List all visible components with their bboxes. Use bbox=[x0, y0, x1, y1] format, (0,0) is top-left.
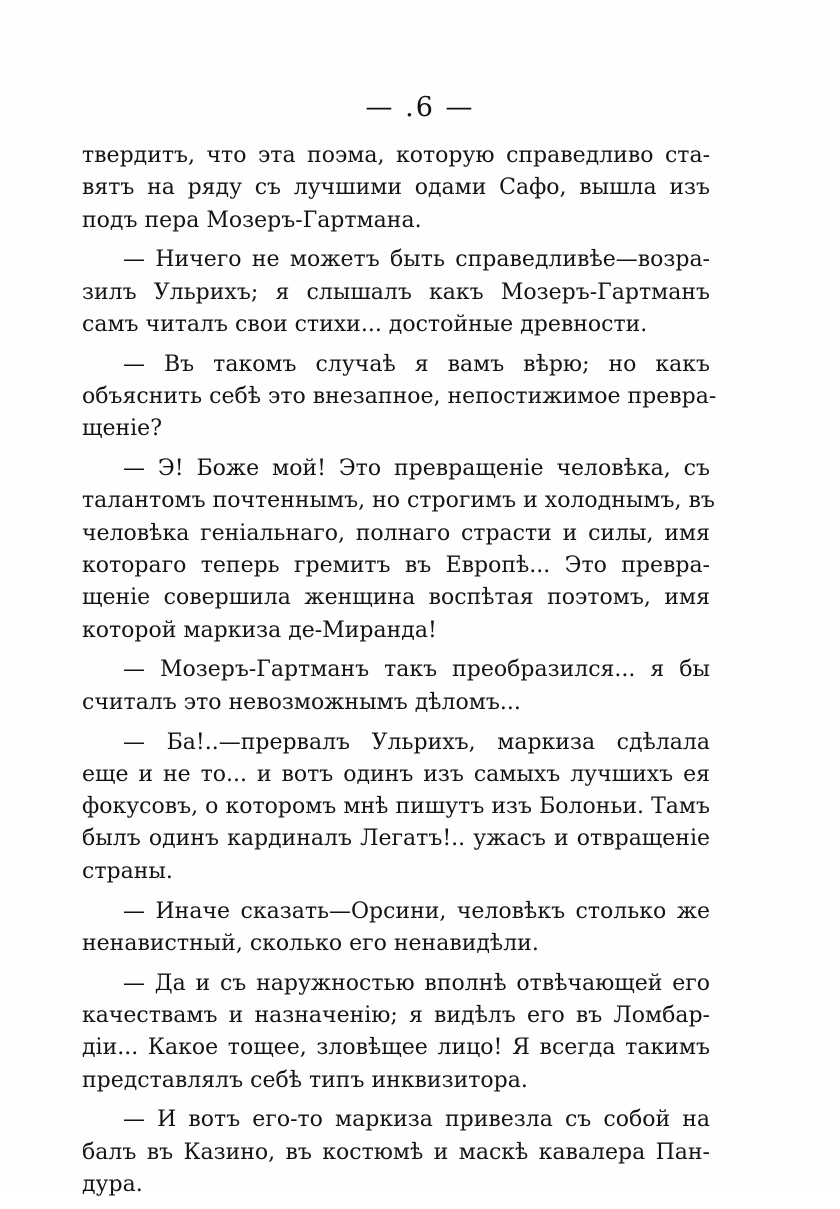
text-body bbox=[82, 140, 717, 1209]
text-line: — Ба!..—прервалъ Ульрихъ, маркиза сдѣлала bbox=[123, 729, 710, 755]
paragraph bbox=[82, 244, 710, 341]
text-line: діи... Какое тощее, зловѣщее лицо! Я всегда такимъ bbox=[82, 1035, 710, 1061]
text-line: которой маркиза де-Миранда! bbox=[82, 617, 437, 643]
paragraph bbox=[82, 140, 710, 237]
text-line: щеніе? bbox=[82, 416, 162, 442]
text-line: щеніе совершила женщина воспѣтая поэтомъ, имя bbox=[82, 585, 710, 611]
text-line: талантомъ почтеннымъ, но строгимъ и холоднымъ, въ bbox=[82, 488, 715, 514]
page-number: — .6 — bbox=[365, 92, 475, 123]
text-line: еще и не то... и вотъ одинъ изъ самыхъ лучшихъ ея bbox=[82, 761, 710, 787]
text-line: зилъ Ульрихъ; я слышалъ какъ Мозеръ-Гартманъ bbox=[82, 279, 710, 305]
paragraph bbox=[82, 1104, 710, 1201]
text-line: объяснить себѣ это внезапное, непостижимое превра- bbox=[82, 384, 717, 410]
text-line: представлялъ себѣ типъ инквизитора. bbox=[82, 1067, 528, 1093]
text-line: вятъ на ряду съ лучшими одами Сафо, вышла изъ bbox=[82, 175, 710, 201]
text-line: подъ пера Мозеръ-Гартмана. bbox=[82, 207, 422, 233]
text-line: котораго теперь гремитъ въ Европѣ... Это превра- bbox=[82, 553, 710, 579]
text-line: былъ одинъ кардиналъ Легатъ!.. ужасъ и отвращеніе bbox=[82, 826, 710, 852]
text-line: дура. bbox=[82, 1171, 143, 1197]
text-line: — Въ такомъ случаѣ я вамъ вѣрю; но какъ bbox=[123, 351, 710, 377]
text-line: страны. bbox=[82, 858, 173, 884]
paragraph bbox=[82, 968, 710, 1097]
paragraph bbox=[82, 896, 710, 961]
text-line: считалъ это невозможнымъ дѣломъ... bbox=[82, 689, 521, 715]
text-line: — Мозеръ-Гартманъ такъ преобразился... я бы bbox=[123, 657, 710, 683]
paragraph bbox=[82, 654, 710, 719]
text-line: — Ничего не можетъ быть справедливѣе—возра- bbox=[123, 247, 710, 273]
text-line: балъ въ Казино, въ костюмѣ и маскѣ кавалера Пан- bbox=[82, 1139, 710, 1165]
paragraph bbox=[82, 727, 710, 888]
text-line: фокусовъ, о которомъ мнѣ пишутъ изъ Болоньи. Тамъ bbox=[82, 794, 710, 820]
text-line: — Да и съ наружностью вполнѣ отвѣчающей его bbox=[123, 970, 710, 996]
text-line: — Иначе сказать—Орсини, человѣкъ столько же bbox=[123, 898, 710, 924]
paragraph bbox=[82, 349, 717, 446]
text-line: качествамъ и назначенію; я видѣлъ его въ Ломбар- bbox=[82, 1002, 710, 1028]
text-line: человѣка геніальнаго, полнаго страсти и силы, имя bbox=[82, 520, 710, 546]
text-line: самъ читалъ свои стихи... достойные древности. bbox=[82, 311, 648, 337]
text-line: твердитъ, что эта поэма, которую справедливо ста- bbox=[82, 143, 710, 168]
paragraph bbox=[82, 453, 715, 647]
text-line: ненавистный, сколько его ненавидѣли. bbox=[82, 930, 539, 956]
text-line: — И вотъ его-то маркиза привезла съ собой на bbox=[123, 1107, 710, 1133]
text-line: — Э! Боже мой! Это превращеніе человѣка, съ bbox=[123, 456, 710, 482]
